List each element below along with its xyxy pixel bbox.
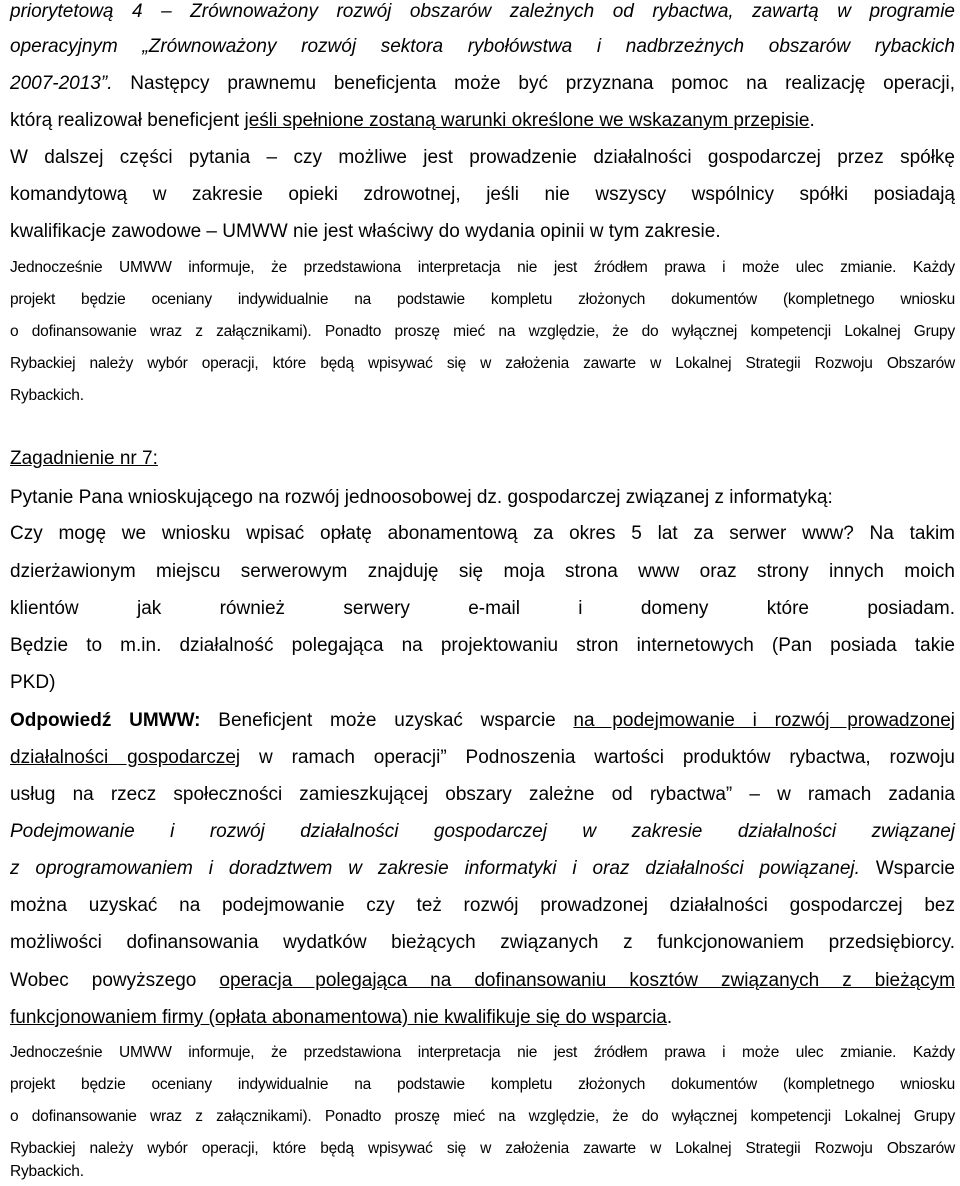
paragraph-line	[10, 72, 955, 96]
question-line: Pytanie Pana wnioskującego na rozwój jednoosobowej dz. gospodarczej związanej z informatyką:	[10, 487, 833, 508]
disclaimer-line: Rybackiej należy wybór operacji, które będą wpisywać się w założenia zawarte w Lokalnej Strategii Rozwoju Obszarów	[10, 355, 955, 372]
body-text: Wsparcie	[859, 858, 955, 879]
answer-line	[10, 746, 955, 770]
disclaimer-line: Rybackiej należy wybór operacji, które będą wpisywać się w założenia zawarte w Lokalnej Strategii Rozwoju Obszarów	[10, 1140, 955, 1157]
paragraph-line	[10, 109, 955, 133]
disclaimer-line: o dofinansowanie wraz z załącznikami). Ponadto proszę mieć na względzie, że do wyłącznej kompetencji Lokalnej Grupy	[10, 323, 955, 340]
disclaimer-line: Jednocześnie UMWW informuje, że przedstawiona interpretacja nie jest źródłem prawa i może ulec zmianie. Każdy	[10, 259, 955, 276]
italic-text: z oprogramowaniem i doradztwem w zakresie informatyki i oraz działalności powiązanej.	[10, 858, 860, 879]
answer-line	[10, 1006, 955, 1030]
disclaimer-line: projekt będzie oceniany indywidualnie na podstawie kompletu złożonych dokumentów (kompletnego wniosku	[10, 1076, 955, 1093]
question-line: PKD)	[10, 672, 56, 693]
underlined-text: na podejmowanie i rozwój prowadzonej	[573, 710, 955, 731]
disclaimer-line: o dofinansowanie wraz z załącznikami). Ponadto proszę mieć na względzie, że do wyłącznej kompetencji Lokalnej Grupy	[10, 1108, 955, 1125]
italic-text: 2007-2013”.	[10, 73, 113, 94]
paragraph-line	[10, 35, 955, 59]
underlined-text: operacja polegająca na dofinansowaniu kosztów związanych z bieżącym	[219, 970, 955, 991]
italic-text: Podejmowanie i rozwój działalności gospodarczej w zakresie działalności związanej	[10, 821, 955, 842]
body-text: którą realizował beneficjent	[10, 110, 245, 131]
answer-line: możliwości dofinansowania wydatków bieżących związanych z funkcjonowaniem przedsiębiorcy.	[10, 932, 955, 953]
disclaimer-line: Rybackich.	[10, 1163, 84, 1180]
underlined-text: jeśli spełnione zostaną warunki określone we wskazanym przepisie	[244, 110, 810, 131]
question-line: klientów jak również serwery e-mail i domeny które posiadam.	[10, 598, 955, 619]
underlined-text: funkcjonowaniem firmy (opłata abonamentowa) nie kwalifikuje się do wsparcia	[10, 1007, 667, 1028]
body-text: w ramach operacji” Podnoszenia wartości produktów rybactwa, rozwoju	[240, 747, 955, 768]
answer-line: można uzyskać na podejmowanie czy też rozwój prowadzonej działalności gospodarczej bez	[10, 895, 955, 916]
body-text: .	[666, 1007, 673, 1028]
answer-label: Odpowiedź UMWW:	[10, 710, 201, 731]
answer-line	[10, 857, 955, 881]
disclaimer-line: Rybackich.	[10, 387, 84, 404]
paragraph-line: komandytową w zakresie opieki zdrowotnej, jeśli nie wszyscy wspólnicy spółki posiadają	[10, 184, 955, 205]
underlined-text: działalności gospodarczej	[10, 747, 241, 768]
answer-line: usług na rzecz społeczności zamieszkującej obszary zależne od rybactwa” – w ramach zadania	[10, 784, 955, 805]
paragraph-line: W dalszej części pytania – czy możliwe jest prowadzenie działalności gospodarczej przez spółkę	[10, 147, 955, 168]
answer-line	[10, 709, 955, 733]
body-text: .	[809, 110, 815, 131]
question-line: dzierżawionym miejscu serwerowym znajduję się moja strona www oraz strony innych moich	[10, 561, 955, 582]
disclaimer-line: Jednocześnie UMWW informuje, że przedstawiona interpretacja nie jest źródłem prawa i może ulec zmianie. Każdy	[10, 1044, 955, 1061]
italic-text: priorytetową 4 – Zrównoważony rozwój obszarów zależnych od rybactwa, zawartą w programie	[10, 1, 955, 22]
question-line: Czy mogę we wniosku wpisać opłatę abonamentową za okres 5 lat za serwer www? Na takim	[10, 523, 955, 544]
body-text: Następcy prawnemu beneficjenta może być przyznana pomoc na realizację operacji,	[112, 73, 955, 94]
body-text: Wobec powyższego	[10, 970, 220, 991]
italic-text: operacyjnym „Zrównoważony rozwój sektora rybołówstwa i nadbrzeżnych obszarów rybackich	[10, 36, 955, 57]
answer-line	[10, 969, 955, 993]
section-heading: Zagadnienie nr 7:	[10, 448, 158, 469]
paragraph-line: kwalifikacje zawodowe – UMWW nie jest właściwy do wydania opinii w tym zakresie.	[10, 221, 721, 242]
paragraph-line	[10, 0, 955, 24]
body-text: Beneficjent może uzyskać wsparcie	[200, 710, 574, 731]
answer-line	[10, 820, 955, 844]
question-line: Będzie to m.in. działalność polegająca na projektowaniu stron internetowych (Pan posiada takie	[10, 635, 955, 656]
disclaimer-line: projekt będzie oceniany indywidualnie na podstawie kompletu złożonych dokumentów (kompletnego wniosku	[10, 291, 955, 308]
